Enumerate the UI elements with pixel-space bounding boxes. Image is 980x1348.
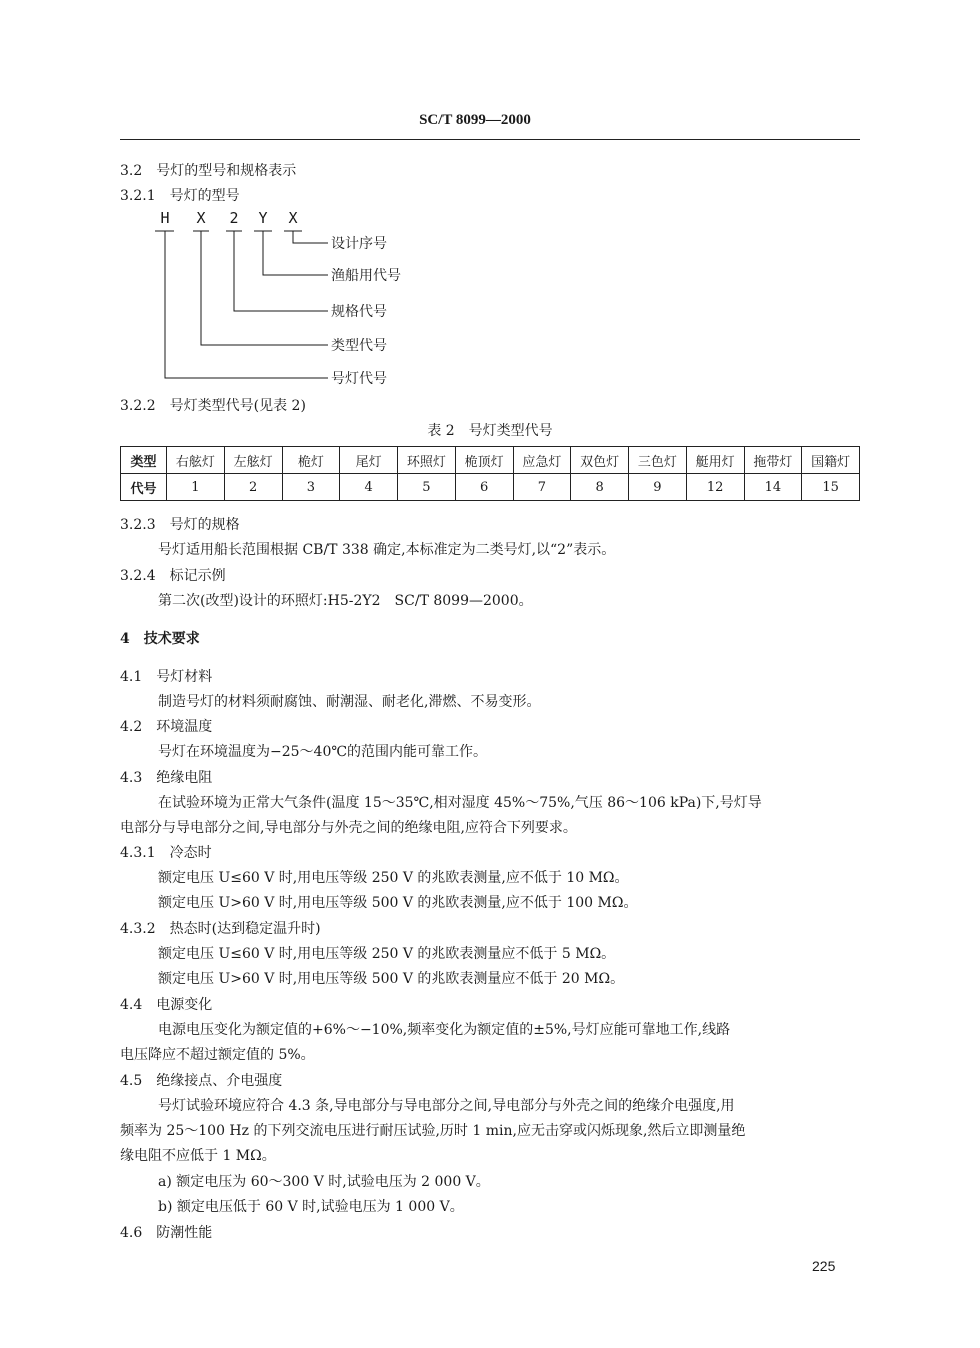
model-char-h: H (160, 209, 170, 227)
table-cell-code: 1 (167, 474, 225, 501)
section-3-2-1-heading: 3.2.1 号灯的型号 (120, 188, 240, 204)
model-char-x1: X (196, 209, 206, 227)
table-cell-type: 右舷灯 (167, 447, 225, 474)
model-label-fishing-boat: 渔船用代号 (331, 268, 401, 284)
paragraph-4-5-b: b) 额定电压低于 60 V 时,试验电压为 1 000 V。 (158, 1199, 464, 1215)
section-4-heading: 4 技术要求 (120, 631, 200, 647)
model-label-type: 类型代号 (331, 338, 387, 354)
paragraph-4-5-line2: 频率为 25～100 Hz 的下列交流电压进行耐压试验,历时 1 min,应无击穿或闪烁现象,然后立即测量绝 (120, 1123, 746, 1139)
table-cell-type: 桅顶灯 (455, 447, 513, 474)
page-header: SC/T 8099—2000 (419, 112, 531, 128)
table-row-codes (121, 474, 860, 501)
paragraph-4-3-line1: 在试验环境为正常大气条件(温度 15～35℃,相对湿度 45%～75%,气压 86～106 kPa)下,号灯导 (158, 795, 762, 811)
table-cell-type: 国籍灯 (802, 447, 860, 474)
paragraph-4-3-2-b: 额定电压 U>60 V 时,用电压等级 500 V 的兆欧表测量应不低于 20 MΩ。 (158, 971, 625, 987)
paragraph-4-5-line3: 缘电阻不应低于 1 MΩ。 (120, 1148, 276, 1164)
table-cell-type: 艇用灯 (686, 447, 744, 474)
table-header-code: 代号 (121, 474, 167, 501)
table-cell-code: 7 (513, 474, 571, 501)
paragraph-4-5-line1: 号灯试验环境应符合 4.3 条,导电部分与导电部分之间,导电部分与外壳之间的绝缘介电强度,用 (158, 1098, 735, 1114)
section-4-1-heading: 4.1 号灯材料 (120, 669, 213, 685)
table-cell-type: 双色灯 (571, 447, 629, 474)
model-char-x2: X (288, 209, 298, 227)
section-4-4-heading: 4.4 电源变化 (120, 997, 213, 1013)
table-cell-type: 环照灯 (398, 447, 456, 474)
paragraph-4-3-1-a: 额定电压 U≤60 V 时,用电压等级 250 V 的兆欧表测量,应不低于 10 MΩ。 (158, 870, 629, 886)
table-cell-code: 5 (398, 474, 456, 501)
table-cell-code: 6 (455, 474, 513, 501)
model-label-light: 号灯代号 (331, 371, 387, 387)
paragraph-4-3-line2: 电部分与导电部分之间,导电部分与外壳之间的绝缘电阻,应符合下列要求。 (120, 820, 577, 836)
section-4-2-heading: 4.2 环境温度 (120, 719, 213, 735)
paragraph-3-2-4: 第二次(改型)设计的环照灯:H5-2Y2 SC/T 8099—2000。 (158, 593, 533, 609)
table-cell-type: 尾灯 (340, 447, 398, 474)
section-4-3-heading: 4.3 绝缘电阻 (120, 770, 213, 786)
section-3-2-2-heading: 3.2.2 号灯类型代号(见表 2) (120, 398, 306, 414)
paragraph-4-1: 制造号灯的材料须耐腐蚀、耐潮湿、耐老化,滞燃、不易变形。 (158, 694, 541, 710)
section-4-6-heading: 4.6 防潮性能 (120, 1225, 213, 1241)
table-cell-code: 2 (224, 474, 282, 501)
table-2-caption: 表 2 号灯类型代号 (427, 423, 553, 439)
paragraph-4-3-1-b: 额定电压 U>60 V 时,用电压等级 500 V 的兆欧表测量,应不低于 100 MΩ。 (158, 895, 638, 911)
paragraph-4-2: 号灯在环境温度为−25～40℃的范围内能可靠工作。 (158, 744, 488, 760)
section-3-2-4-heading: 3.2.4 标记示例 (120, 568, 226, 584)
model-code-diagram (150, 209, 450, 395)
table-header-type: 类型 (121, 447, 167, 474)
table-cell-code: 9 (629, 474, 687, 501)
table-cell-type: 应急灯 (513, 447, 571, 474)
section-4-3-1-heading: 4.3.1 冷态时 (120, 845, 212, 861)
model-char-2: 2 (229, 209, 239, 227)
paragraph-4-5-a: a) 额定电压为 60～300 V 时,试验电压为 2 000 V。 (158, 1174, 490, 1190)
table-cell-type: 拖带灯 (744, 447, 802, 474)
table-cell-code: 12 (686, 474, 744, 501)
table-cell-code: 3 (282, 474, 340, 501)
table-row-types (121, 447, 860, 474)
table-cell-type: 三色灯 (629, 447, 687, 474)
model-char-y: Y (258, 209, 268, 227)
section-3-2-heading: 3.2 号灯的型号和规格表示 (120, 163, 297, 179)
paragraph-4-3-2-a: 额定电压 U≤60 V 时,用电压等级 250 V 的兆欧表测量应不低于 5 MΩ。 (158, 946, 616, 962)
section-4-5-heading: 4.5 绝缘接点、介电强度 (120, 1073, 283, 1089)
paragraph-4-4-line2: 电压降应不超过额定值的 5%。 (120, 1047, 315, 1063)
model-label-spec: 规格代号 (331, 304, 387, 320)
paragraph-4-4-line1: 电源电压变化为额定值的+6%～−10%,频率变化为额定值的±5%,号灯应能可靠地工作,线路 (158, 1022, 731, 1038)
model-label-design-seq: 设计序号 (331, 236, 387, 252)
section-4-3-2-heading: 4.3.2 热态时(达到稳定温升时) (120, 921, 321, 937)
header-rule (120, 139, 860, 140)
section-3-2-3-heading: 3.2.3 号灯的规格 (120, 517, 240, 533)
table-cell-type: 左舷灯 (224, 447, 282, 474)
page-number: 225 (812, 1258, 836, 1274)
table-cell-code: 14 (744, 474, 802, 501)
light-type-code-table (120, 446, 860, 501)
table-cell-type: 桅灯 (282, 447, 340, 474)
table-cell-code: 4 (340, 474, 398, 501)
paragraph-3-2-3: 号灯适用船长范围根据 CB/T 338 确定,本标准定为二类号灯,以“2”表示。 (158, 542, 616, 558)
table-cell-code: 15 (802, 474, 860, 501)
table-cell-code: 8 (571, 474, 629, 501)
